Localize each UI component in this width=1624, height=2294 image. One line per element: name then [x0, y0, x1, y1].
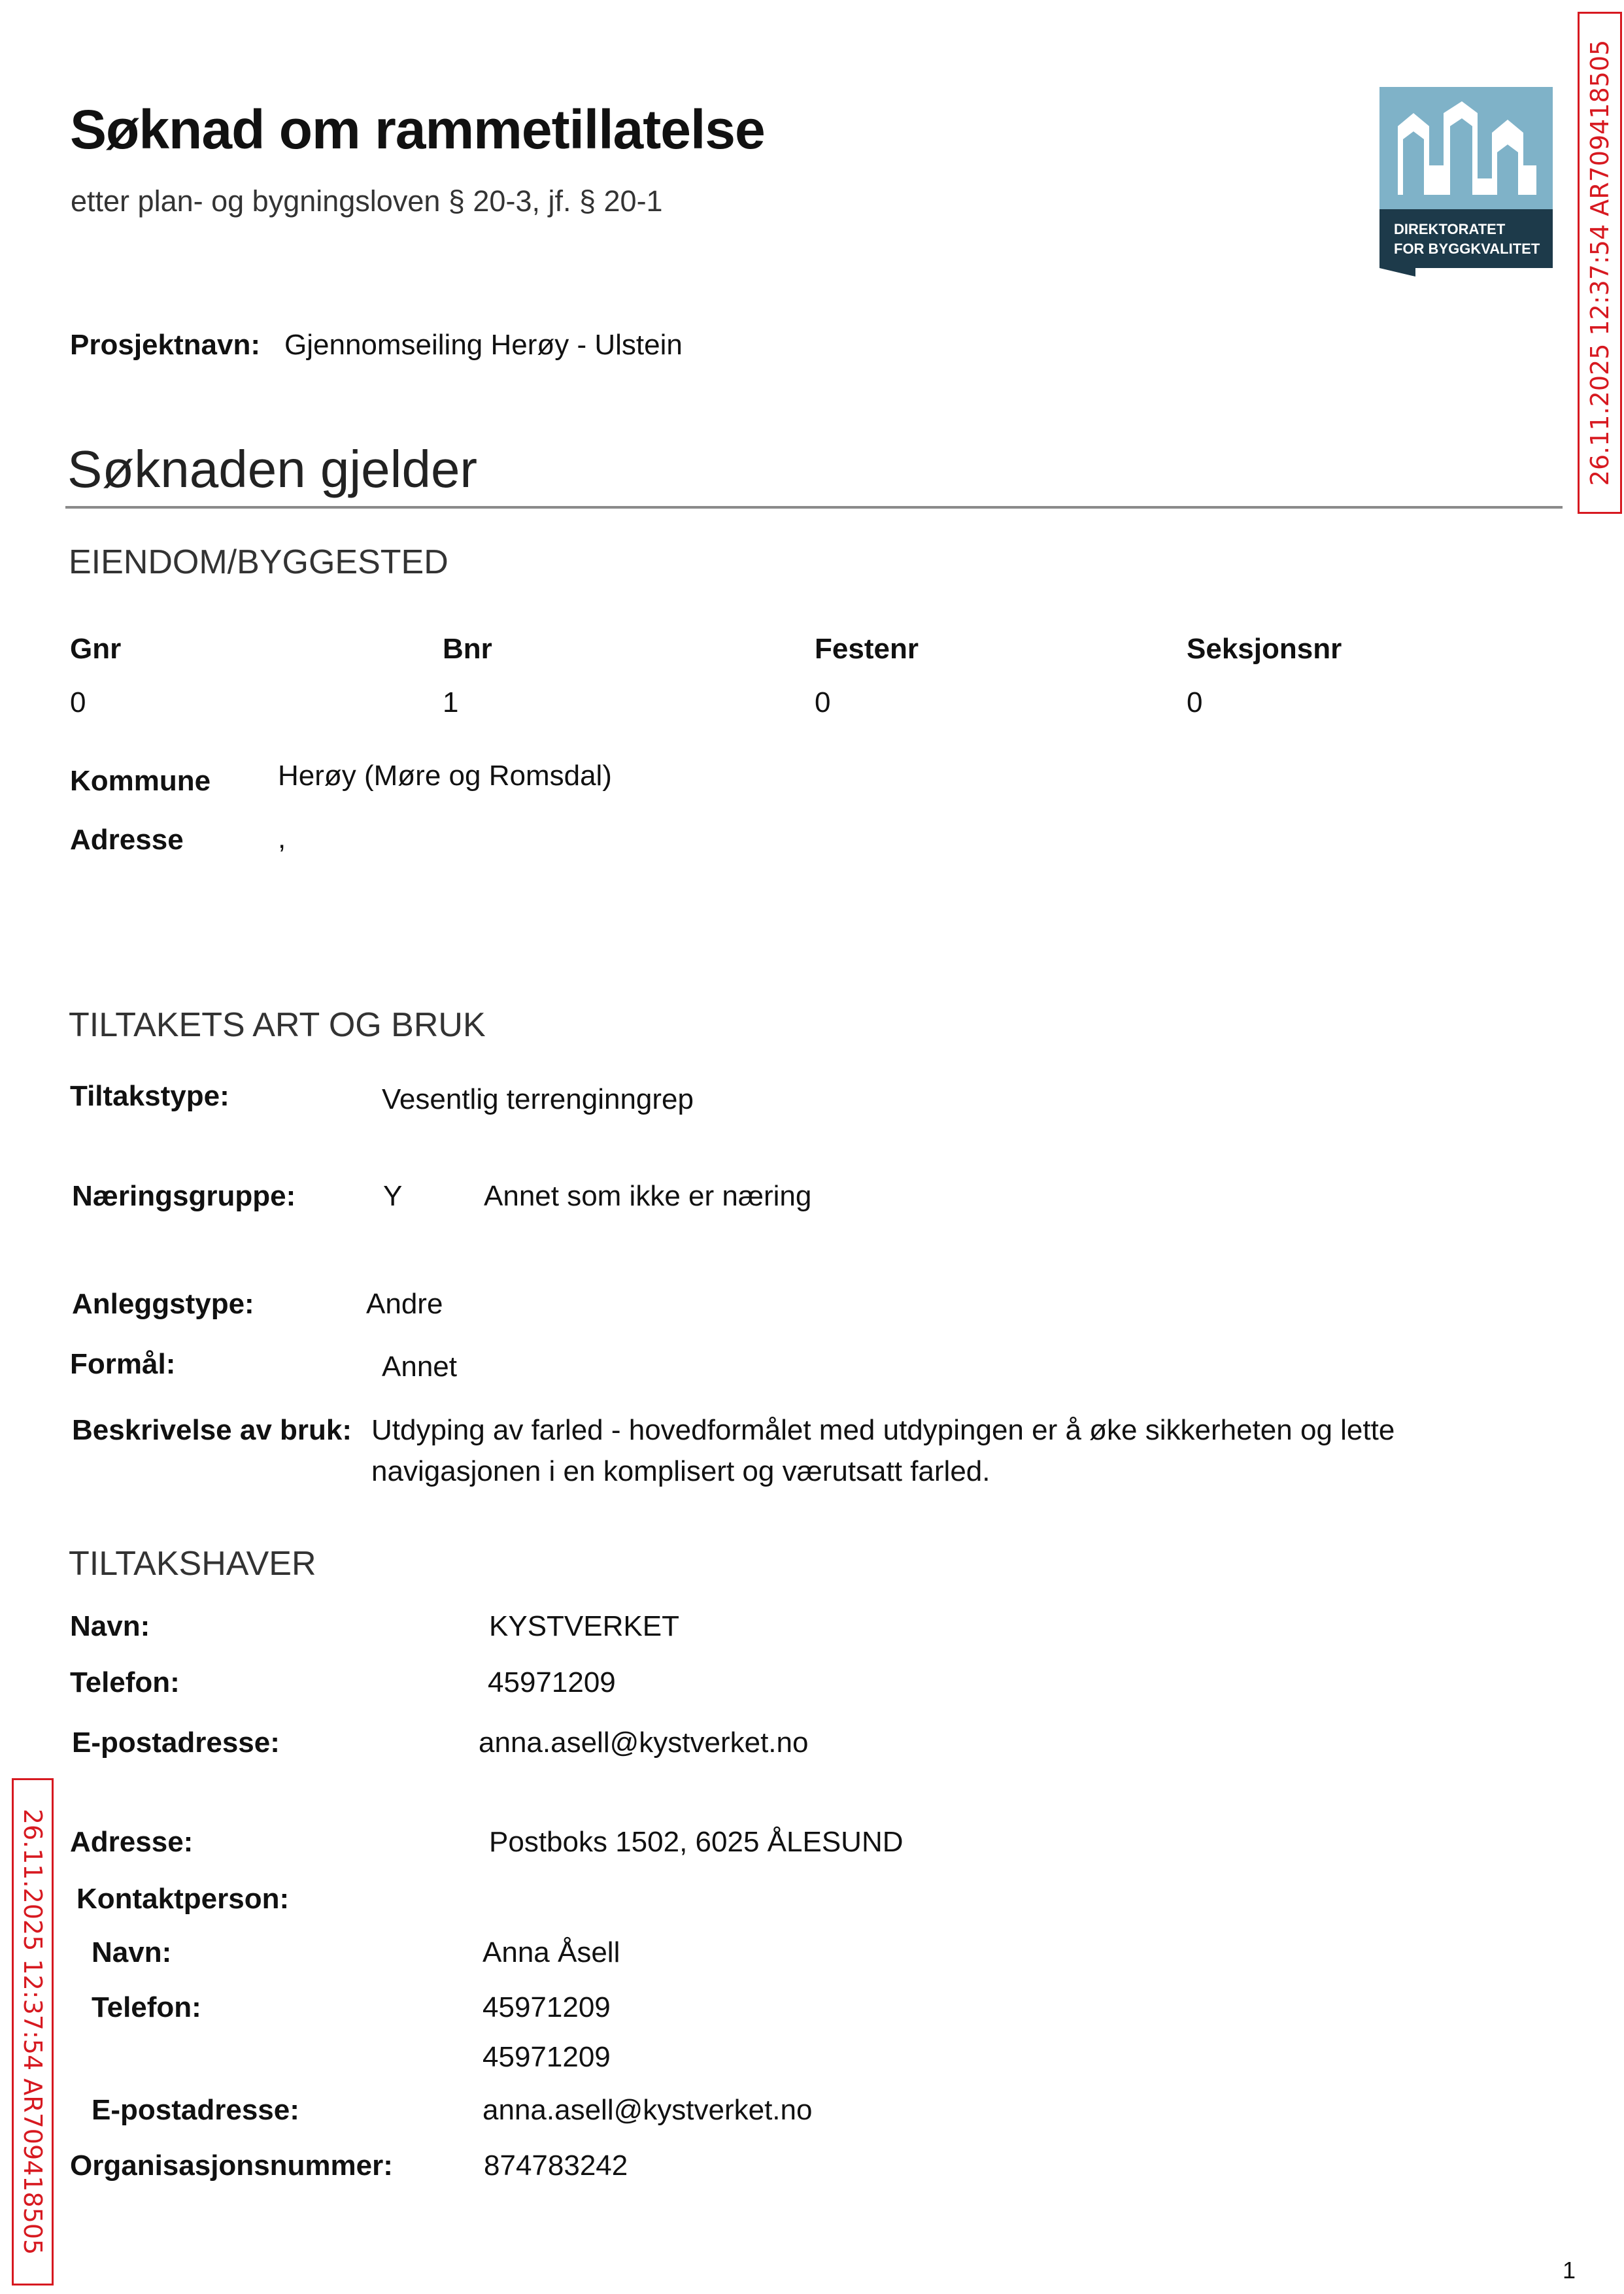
page-number: 1	[1563, 2257, 1576, 2284]
kontaktperson-label: Kontaktperson:	[76, 1883, 290, 1915]
tiltakshaver-heading: TILTAKSHAVER	[69, 1545, 316, 1583]
th-adresse-label: Adresse:	[70, 1826, 194, 1858]
timestamp-stamp-left: 26.11.2025 12:37:54 AR709418505	[12, 1778, 54, 2286]
beskrivelse-label: Beskrivelse av bruk:	[72, 1414, 352, 1446]
epost-value: anna.asell@kystverket.no	[479, 1727, 809, 1759]
bnr-label: Bnr	[443, 633, 492, 665]
timestamp-stamp-top: 26.11.2025 12:37:54 AR709418505	[1578, 12, 1622, 514]
th-adresse-value: Postboks 1502, 6025 ÅLESUND	[489, 1826, 904, 1858]
project-value: Gjennomseiling Herøy - Ulstein	[284, 329, 683, 361]
epost-label: E-postadresse:	[72, 1727, 280, 1759]
orgnr-value: 874783242	[484, 2150, 628, 2182]
formal-label: Formål:	[70, 1348, 176, 1380]
kontakt-epost-value: anna.asell@kystverket.no	[482, 2094, 813, 2126]
section-divider	[65, 506, 1563, 509]
orgnr-label: Organisasjonsnummer:	[70, 2150, 393, 2182]
gnr-value: 0	[70, 686, 86, 718]
project-label: Prosjektnavn:	[70, 329, 260, 361]
beskrivelse-line2: navigasjonen i en komplisert og værutsatt farled.	[371, 1455, 990, 1487]
festenr-value: 0	[815, 686, 831, 718]
telefon-value: 45971209	[488, 1666, 616, 1698]
naeringsgruppe-code: Y	[383, 1180, 403, 1212]
tiltakstype-value: Vesentlig terrenginngrep	[382, 1083, 694, 1115]
gnr-label: Gnr	[70, 633, 122, 665]
naeringsgruppe-value: Annet som ikke er næring	[484, 1180, 812, 1212]
kontakt-telefon-label: Telefon:	[92, 1991, 201, 2023]
section-heading: Søknaden gjelder	[67, 440, 478, 498]
tiltakstype-label: Tiltakstype:	[70, 1080, 229, 1112]
logo-line1: DIREKTORATET	[1394, 221, 1506, 237]
kommune-value: Herøy (Møre og Romsdal)	[278, 760, 612, 792]
festenr-label: Festenr	[815, 633, 919, 665]
anleggstype-value: Andre	[366, 1288, 443, 1320]
property-heading: EIENDOM/BYGGESTED	[69, 543, 448, 581]
kommune-label: Kommune	[70, 765, 211, 797]
tiltak-heading: TILTAKETS ART OG BRUK	[69, 1006, 486, 1044]
kontakt-navn-value: Anna Åsell	[482, 1936, 620, 1968]
adresse-value: ,	[278, 822, 286, 854]
beskrivelse-line1: Utdyping av farled - hovedformålet med utdypingen er å øke sikkerheten og lette	[371, 1414, 1395, 1446]
telefon-label: Telefon:	[70, 1666, 180, 1698]
kontakt-navn-label: Navn:	[92, 1936, 172, 1968]
adresse-label: Adresse	[70, 824, 184, 856]
document-subtitle: etter plan- og bygningsloven § 20-3, jf. § 20-1	[71, 184, 663, 218]
document-title: Søknad om rammetillatelse	[70, 99, 765, 160]
logo-line2: FOR BYGGKVALITET	[1394, 241, 1540, 257]
kontakt-epost-label: E-postadresse:	[92, 2094, 299, 2126]
anleggstype-label: Anleggstype:	[72, 1288, 254, 1320]
kontakt-telefon-value1: 45971209	[482, 1991, 611, 2023]
seksjonsnr-value: 0	[1187, 686, 1203, 718]
navn-label: Navn:	[70, 1610, 150, 1642]
dibk-logo-mark	[1379, 87, 1553, 277]
dibk-logo	[1379, 87, 1553, 257]
kontakt-telefon-value2: 45971209	[482, 2041, 611, 2073]
naeringsgruppe-label: Næringsgruppe:	[72, 1180, 296, 1212]
seksjonsnr-label: Seksjonsnr	[1187, 633, 1342, 665]
navn-value: KYSTVERKET	[489, 1610, 679, 1642]
formal-value: Annet	[382, 1351, 457, 1383]
bnr-value: 1	[443, 686, 459, 718]
